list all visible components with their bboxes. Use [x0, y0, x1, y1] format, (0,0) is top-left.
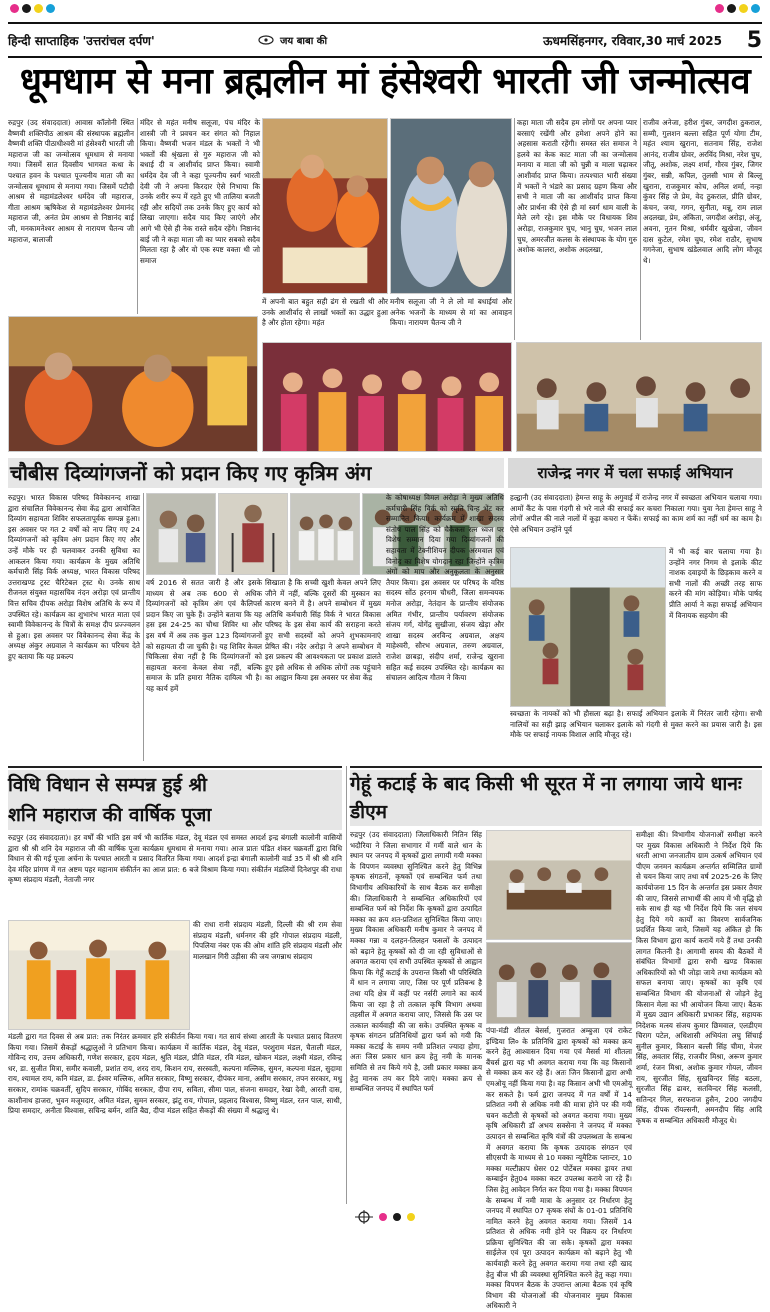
photo-dm-meeting: [486, 830, 632, 940]
photo-devotees-crowd: [262, 342, 512, 452]
story1-column-3: में अपनी बात बहुत सही ढंग से रखती थी और उनके आशीर्वाद से लाखों भक्तों का उद्धार हुआ है और होता रहेगा। महंत: [262, 297, 388, 328]
photo-beneficiaries-seated: [290, 493, 360, 575]
photo-walking-aid: [218, 493, 288, 575]
photo-kirtan-performers: [8, 920, 190, 1030]
photo-saint-cake-cutting: [262, 118, 388, 294]
story2-headline: चौबीस दिव्यांगजनों को प्रदान किए गए कृत्रिम अंग: [8, 458, 504, 488]
story4-tail: मंडली द्वारा गत दिवस से अब प्रात: तक निरंतर क्रमवार हरि संकीर्तन किया गया। गत सायं संध्या आरती के पश्चात प्रसाद वितरण किया गया। जिसमें सैकड़ों श्रद्धालुओं ने प्रतिभाग किया। कार्यक्रम में कार्तिक मंडल, देबू मंडल, परशुराम मंडल, चैताली मंडल, गोविन्द राय, उत्तम अधिकारी, गणेश सरकार, हृदय मंडल, श्रुति मंडल, प्रीति मंडल, रवि मंडल, खोकन मंडल, लक्ष्मी मंडल, रविन्द्र धर, डा. सुजीत मित्रा, समीर कवाली, प्रशांत राय, शरद राय, किशन राय, सरस्वती, कल्पना मल्लिक, सुमन, कल्पना मंडल, सुदामा राय, श्यामल राय, कनि मंडल, डा. ईश्वर मल्लिक, अमित सरकार, विष्णु सरकार, दीपंकर माना, असीम सरकार, तपन सरकार, मधु सरकार, रामांक चक्रवर्ती, सुदिप सरकार, गोबिंद सरकार, दीपा राय, सविता, सीमा पाल, संजना समदार, रेखा देवी, आरती दास, काशीनाथ हाजरा, भुवन मजूमदार, अमित मंडल, सुमन सरकार, झंटू राय, गोपाल, प्रहलाद विश्वास, विष्णु मंडल, रतन पाल, साथी, प्रिया समदार, अनीता विश्वास, सचिन्द्र बर्मन, शांति बैद्य, दीपा मंडल सहित सैकड़ों की संख्या में श्रद्धालु थे।: [8, 1032, 342, 1116]
story1-column-4: मनीष सलूजा जी ने ले लो मां बधाईयां और अनेक भजनों के माध्यम से मां का आवाहन किया। नारायण चैतन्य जी ने: [390, 297, 512, 328]
story1-column-5: कहा माता जी सदैव हम लोगों पर अपना प्यार बरसाएं रखेंगी और हमेशा अपने होने का अहसास कराती रहेंगी। समस्त संत समाज ने हलवे का केक काट माता जी का जन्मोत्सव मनाया व माता जी को चुन्नी व माला चढ़ाकर आशीर्वाद प्राप्त किया। तत्पश्चात भारी संख्या में भक्तों ने भंडारे का प्रसाद ग्रहण किया और सभी ने माता जी का आशीर्वाद प्राप्त किया और प्रार्थना की ऐसे ही मां स्वर्ग धाम वाली के मेले लगे रहे। इस मौके पर विधायक शिव अरोड़ा, राजकुमार चुघ, भानु चुघ, भजन लाल चुघ, अमरजीत कलस के संस्थापक के योग गुरु अशोक कालरा, अशोक अदलखा,: [517, 118, 637, 255]
story1-column-1: रुद्रपुर (उद संवाददाता) आवास कॉलोनी स्थित वैष्णवी शक्तिपीठ आश्रम की संस्थापक ब्रह्मलीन वैष्णवी शक्ति पीठाधीश्वरी मां हंसेश्वरी भारती जी महाराज जी का जन्मोत्सव धूमधाम से मनाया गया। जिसमें सात दिवसीय भागवत कथा के पश्चात हवन के पश्चात पूज्यनीय माता जी का जन्मोत्सव धूमधाम से मनाया गया। जिसमें पटौदी आश्रम से महामंडलेश्वर धर्मदेव जी महाराज, गीता आश्रम ऋषिकेश से महामंडलेश्वर प्रेमानंद महाराज जी, अनंत प्रेम आश्रम से निष्ठानंद बाई जी, मनकामनेश्वर आश्रम से नारायण चैतन्य जी महाराज, बालाजी: [8, 118, 134, 244]
story5-column-4: समीक्षा की। विभागीय योजनाओं समीक्षा करने पर मुख्य विकास अधिकारी ने निर्देश दिये कि धरती आभा जनजातीय ग्राम उत्कर्ष अभियान एवं पीएम जनमन कार्यक्रम अन्तर्गत सम्मिलित ग्रामों से चयन किया जाए तथा वर्ष 2025-26 के लिए कार्ययोजना 15 दिन के अन्तर्गत इस प्रकार तैयार की जाए, जिससे लाभार्थी की आय में भी वृद्धि हो सके साथ ही यह भी निर्देश दिये कि जल संचय हेतु दिये गये कार्यों का विवरण सार्वजनिक प्रदर्शित किया जाये, जिसमें यह अंकित हो कि किस विभाग द्वारा कार्य करायें गये हैं तथा उनकी लागत कितनी है। आगामी समय की बैठकों में संबंधित विभागों द्वारा सभी खण्ड विकास अधिकारियों को भी जोड़ा जाये तथा कार्यक्रम को सफल बनाया जाए। कृषकों का कृषि एवं सम्बन्धित विभाग की योजनाओं से जोड़ने हेतु किसान मेला का भी आयोजन किया जाए। बैठक में मुख्य उद्यान अधिकारी प्रभाकर सिंह, सहायक निदेशक मत्स्य संजय कुमार छिमवाल, एलडीएम चिराग पटेल, अधिशासी अभियंता लघु सिंचाई सुनील कुमार, किसान बल्ली सिंह चीमा, मेजर सिंह, अवतार सिंह, राजवीर मिश्रा, अरूण कुमार शर्मा, रंजन मिश्रा, अशोक कुमार गोयल, जीवन राय, सुरजीत सिंह, सुखविन्दर सिंह बठला, सुरजीत सिंह ढावर, सतविन्दर सिंह कलसी, सतिन्दर गिल, सरफराज हुसैन, 200 जगदीप सिंह, दीपक रॉयल्सनी, अमनदीप सिंह आदि कृषक व सम्बन्धित अधिकारी मौजूद थे।: [636, 830, 762, 1126]
photo-farmers-meeting: [486, 942, 632, 1024]
story2-column-3: सिखाता है कि सच्ची खुशी केवल अपने लिए जीने में नहीं, बल्कि दूसरों की मुस्कान का कारण बनने में है। अपने सम्बोधन में मुख्य अतिथि कर्मचारी सिंह विर्क ने भारत विकास परिषद के इस सेवा कार्य की सराहना करते हुए सभी सदस्यों को अपने शुभकामनाएं प्रेषित की। नंदेर अरोड़ा ने अपने सम्बोधन में इस प्रकल्प की आवश्यकता पर प्रकाश डालते हुए इसे अधिक से अधिक लोगों तक पहुंचाने का आह्वान किया इस अवसर पर सेवा केंद्र: [265, 578, 381, 683]
story5-caption-column: पंपा-मंडी शीतल बेसर्स, गुजरात अम्बुजा एवं राकेट इण्डिया लि० के प्रतिनिधि द्वारा कृषकों को मक्का क्रय करने हेतु आश्वासन दिया गया एवं मैसर्स मां शीतला बैंचर्स द्वारा यह भी अवगत कराया गया कि वह किसानों से मक्का क्रय कर रहे हैं। अतः जिन किसानों द्वारा अभी एमओयू नहीं किया गया है। वह किसान अभी भी एमओयू कर सकते है। फर्म द्वारा जनपद में गत वर्षों में 14 प्रतिशत नमी से अधिक नमी की मात्रा होने पर की गयी चवन कटौती से कृषकों को अवगत कराया गया। मुख्य कृषि अधिकारी डॉ अभय सक्सेना ने जनपद में मक्का उत्पादन से सम्बन्धित कृषि यंत्रों की उपलब्धता के सम्बन्ध में अवगत कराया कि कृषक उत्पादक संगठन एवं सीएसपी के माध्यम से 10 मक्का न्यूमैटिक प्लान्टर, 10 मक्का मल्टीक्राप थ्रेसर 02 पोर्टेबल मक्का ड्रायर तथा कम्बाईन हेतु04 मक्का कटर उपलब्ध कराये जा रहे हैं। जिस हेतु आवेदन निर्गत कर दिया गया है। मक्का विपणन के सम्बन्ध में नमी मात्रा के अनुसार दर निर्धारण हेतु जनपद में स्थापित 07 कृषक संघों के 01-01 प्रतिनिधि नामित करने हेतु अवगत कराया गया। जिसमें 14 प्रतिशत से अधिक नमी होने पर विक्रय दर निर्धारण प्रक्रिया सुनिश्चित की जा सके। कृषकों द्वारा मक्का साईलेज एवं पूरा उत्पादन कार्यक्रम को बढ़ाने हेतु भी कार्यवाही करने हेतु अवगत कराया गया तथा रही खाद हेतु बीज भी क्री व्यवस्था सुनिश्चित करने हेतु कहा गया। मक्का विपणन बैठक के उपरान्त आत्मा बैठक एवं कृषि विभाग की योजनाओं की योजनावार मुख्य विकास अधिकारी ने: [486, 1026, 632, 1311]
masthead: [8, 26, 762, 54]
top-rule: [8, 22, 762, 24]
photo-bhandara-feast: [516, 342, 762, 452]
color-dots-left: [10, 4, 55, 14]
color-dot: [407, 1213, 415, 1221]
photo-drain-cleaning: [510, 547, 666, 707]
color-dot: [715, 4, 724, 13]
color-dots-right: [715, 4, 760, 14]
story1-column-6: राजीव अनेजा, हरीश गुंबर, जगदीश ठुकराल, सम्मी, गुलशन बल्ला सहित पूर्ण योगा टीम, महंत श्याम खुराना, सतनाम सिंह, राजेश आनंद, राजीव ग्रोवर, अरविंद मिश्रा, नरेश चुघ, जीतू, अशोक, लक्ष्य शर्मा, गौरव गुंबर, जिगर गुंबर, सन्नी, कपिल, तुलसी भाम से बिल्लू खुराना, राजकुमार कोच, अनिल शर्मा, नन्हा कुंवर सिंह जे प्रेम, वेद ठुकराल, प्रीति ग्रोवर, कंचन, जया, गगन, सुनीता, मन्नू, राम लाल अदलखा, प्रेम, अंकिता, जगदीश अरोड़ा, अंजू, अवना, नूतन मिश्रा, धर्मवीर खुखेजा, जीवन दास कुटेल, रमेश चुघ, रमेश राठौर, सुभाष गगनेजा, सुभाष खंडेलवाल आदि लोग मौजूद थे।: [643, 118, 762, 265]
story4-headline-line2: शनि महाराज की वार्षिक पूजा: [8, 800, 342, 830]
column-divider: [143, 493, 144, 761]
masthead-rule: [8, 56, 762, 58]
story4-narrow-column: की राधा रानी संप्रदाय मंडली, दिल्ली की श्री राम सेवा संप्रदाय मंडली, धर्मनगर की हरि गोपाल संप्रदाय मंडली, पिपलिया नंबर एक की ओम शांति हरि संप्रदाय मंडली और मालखान गिरी उड़ीसा की जय जगन्नाथ संप्रदाय: [193, 920, 342, 961]
photo-saints-on-stage: [8, 316, 258, 452]
column-divider: [514, 118, 515, 340]
story4-lead: रुद्रपुर (उद संवाददाता)। हर वर्षों की भांति इस वर्ष भी कार्तिक मंडल, देवू मंडल एवं समस्त आदर्श इन्द्र बंगाली कालोनी वासियों द्वारा श्री श्री शनि देव महाराज जी की वार्षिक पूजा कार्यक्रम धूमधाम से मनाया गया। आज प्रातः पंडित शंकर चक्रवर्ती द्वारा विधि विधान से की गई पूजा अर्चना के पश्चात आरती व प्रसाद वितरित किया गया। आदर्श इन्द्रा बंगाली कालोनी वार्ड 35 में श्री श्री शनि देव मंदिर प्रांगण में गत अष्टम पहर महानाम संकीर्तन का आज प्रात: 6 बजे विश्राम किया गया। संकीर्तन मंडलियों दिनेशपुर की राधा कृष्ण संप्रदाय मंडली, नेताजी नगर: [8, 833, 342, 885]
section-rule: [350, 766, 762, 768]
story3-headline: राजेन्द्र नगर में चला सफाई अभियान: [508, 458, 762, 488]
story1-column-2: मंदिर से महंत मनीष सलूजा, पंच मंदिर के शास्त्री जी ने प्रवचन कर संगत को निहाल किया। वैष्णवी भजन मंडल के भक्तों ने भी भक्तों की श्रृंखला से गुरु महाराज जी को बधाई दी व आशीर्वाद प्राप्त किया। स्वामी धर्मदेव देव जी ने कहा पूज्यनीय स्वर्ग भारती देवी जी ने अपना किरदार ऐसे निभाया कि उनके शरीर रूप में रहते हुए भी तालिया बजती रही और सदियों तक उनके किए हुए कार्य को लिखा जाएगा। सदैव याद किए जाएंगे और आगे भी ऐसे ही नेक रास्ते सदैव रहेंगे। निष्ठानंद बाई जी ने कहा माता जी का प्यार सबको सदैव मिलता रहा है और वो एक स्पष्ट वक्ता थी जो समाज: [140, 118, 260, 265]
story2-column-4: के कोषाध्यक्ष विमल अरोड़ा ने मुख्य अतिथि कर्मचारी सिंह विर्क को स्मृति चिन्ह भेंट कर सम्मानित किया। कार्यक्रम में शाखा सदस्य संतोष पाल सिंह को चैकेकस रत्न ध्वज पर विशेष सम्मान दिया गया दिव्यांगजनों की सहायता में टेक्नीशियन दीपक अरमवाल एवं विनोद का विशेष योगदान रहा जिन्होंने कृत्रिम अंगों को माप और अनुकूलता के अनुसार तैयार किया। इस अवसर पर परिषद के वरिष्ठ सदस्य सोंठ हरनाम चौधरी, जिला समन्वयक मनोज अरोड़ा, नेतंदान के प्रान्तीय संयोजक अमित गंभीर, प्रान्तीय पर्यावरण संयोजक संजय गर्ग, योगेंद्र सुखीजा, संजय खेड़ा और शाखा सदस्य अरविन्द अग्रवाल, अक्षय माहेश्वरी, सौरभ अग्रवाल, तरुण अग्रवाल, राजेश छाबड़ा, संदीप शर्मा, राजेन्द्र खुराना सहित कई सदस्य उपस्थित रहे। कार्यक्रम का संचालन आदित्य गौतम ने किया: [386, 493, 504, 683]
story5-column-1: रुद्रपुर (उद संवाददाता) जिलाधिकारी नितिन सिंह भदौरिया ने जिला सभागार में गर्मी वाले धान के स्थान पर जनपद में कृषकों द्वारा लगायी गयी मक्का के विपणन व्यवस्था सुनिश्चित करने हेतु विभिन्न कृषक संगठनों, कृषकों एवं सम्बन्धित फर्म तथा विभागीय अधिकारियों के साथ बैठक कर समीक्षा की। जिलाधिकारी ने सम्बन्धित अधिकारियों एवं सम्बन्धित फर्म को निर्देश कि कृषकों द्वारा उत्पादित मक्का का क्रय शत-प्रतिशत सुनिश्चित किया जाए। मुख्य विकास अधिकारी मनीष कुमार ने जनपद में मक्का गन्ना व दलहन-तिलहन फसलों के उत्पादन को बढ़ाने हेतु कृषकों को दी जा रही सुविधाओं से अवगत कराया एवं सभी उपस्थित कृषकों से आह्वान किया कि गेहूँ कटाई के उपरान्त किसी भी परिस्थिति में धान न लगाया जाए, जिस पर पूर्ण प्रतिबन्ध है तथा यदि क्षेत्र में कहीं पर नर्सरी लगाने का कार्य किया जा रहा है तो तत्काल कृषि विभाग अथवा तहसील में अवगत कराया जाए, जिससे कि उस पर तत्काल कार्यवाही की जा सके। उपस्थित कृषक व कृषक संगठन प्रतिनिधियों द्वारा फर्म को गयी कि मक्का कटाई के समय नमी प्रतिशत ज्यादा होगा, अतः जिस प्रकार धान क्रय हेतु नमी के मानक समिति से तय किये गये है, उसी प्रकार मक्का क्रय हेतु मानक तय कर दिये जाएं। मक्का क्रय से सम्बन्धित जनपद में स्थापित फर्म: [350, 830, 482, 1094]
story5-headline: गेहूं कटाई के बाद किसी भी सूरत में ना लगाया जाये धानः डीएम: [350, 770, 762, 826]
photo-prosthetic-fitting: [146, 493, 216, 575]
color-dot: [22, 4, 31, 13]
story2-column-2: वर्ष 2016 से सतत जारी है और इसके माध्यम से अब तक 600 से अधिक दिव्यांगजनों को कृत्रिम अंग एवं कैलिपर्स प्रदान किए जा चुके हैं। उन्होंने बताया कि यह हस इस 24-25 का चौथा शिविर था और इस वर्ष में अब तक कुल 123 दिव्यांगजनों को सहायता दी जा चुकी है। यह शिविर केवल चिकित्सा सेवा नहीं है कि दिव्यांगजनों को सहायता करना केवल सेवा नहीं, बल्कि समाज के प्रति हमारा नैतिक दायित्व भी है। यह कार्य हमें: [146, 578, 262, 693]
story1-headline: धूमधाम से मना ब्रह्मलीन मां हंसेश्वरी भारती जी जन्मोत्सव: [19, 61, 751, 102]
om-emblem-icon: [258, 35, 274, 45]
story3-column-right: में भी कई बार चलाया गया है। उन्होंने नगर निगम से इलाके कीट नाशक दवाइयों के छिड़काव करने व सभी नालों की अच्छी तरह साफ करने की मांग कोड़िया। मौके पार्षद प्रीति आर्या ने कहा सफाई अभियान में विनायक सहयोग की: [669, 547, 762, 620]
color-dot: [10, 4, 19, 13]
column-divider: [640, 118, 641, 340]
color-dot: [739, 4, 748, 13]
page-number: 5: [746, 27, 762, 53]
registration-mark-icon: [355, 1210, 373, 1224]
photo-honouring-ceremony: [390, 118, 512, 294]
story3-tail: स्वच्छता के नायकों को भी हौसला बढ़ा है। सफाई अभियान इलाके में निरंतर जारी रहेगा। सभी नालियों का सही झाड़ अभियान चलाकर इलाके को गंदगी से मुक्त करने का प्रयास जारी है। इस मौके पर सफाई नायक विशाल आदि मौजूद रहे।: [510, 709, 762, 740]
column-divider: [346, 766, 347, 1204]
color-dot: [34, 4, 43, 13]
slogan: [258, 33, 408, 47]
color-dot: [46, 4, 55, 13]
column-divider: [137, 118, 138, 314]
publication-name: हिन्दी साप्ताहिक 'उत्तरांचल दर्पण': [8, 33, 155, 48]
color-dot: [379, 1213, 387, 1221]
section-rule: [8, 766, 342, 768]
story3-lead: हल्द्वानी (उद संवाददाता) हेमन्त साहू के अगुवाई में राजेन्द्र नगर में स्वच्छता अभियान चलाया गया। आमों कैंट के पास गंदगी से भरे नाले की सफाई कर कचरा निकाला गया। युवा नेता हेमन्त साहू ने लोगों अपील की नाले नालों में कूड़ा कचरा न फेंकें। सफाई का काम शर्म का नहीं धर्म का काम है। ऐसे अभियान उन्होंने पूर्व: [510, 493, 762, 534]
color-dot: [751, 4, 760, 13]
story2-column-1: रुद्रपुर। भारत विकास परिषद विवेकानन्द शाखा द्वारा संचालित विवेकानन्द सेवा केंद्र द्वारा आयोजित दिव्यांग सहायता शिविर सफलतापूर्वक सम्पन्न हुआ। इस अवसर पर गत 2 वर्षों को नाप लिए गए 24 दिव्यांगजनों को कृत्रिम अंग प्रदान किए गए और उन्हें मौके पर ही चलवाकर उनकी सुविधा का आकलन किया गया। कार्यक्रम के मुख्य अतिथि कर्मचारी सिंह विर्क अध्यक्ष, भारत विकास परिषद उत्तराखण्ड ट्रस्ट चैरिटेबल ट्रस्ट थे। उनके साथ रीजनल संयुक्त महासचिव नंदन अरोड़ा एवं प्रान्तीय वित्त सचिव दीपक अरोड़ा विशेष अतिथि के रूप में उपस्थित रहे। कार्यक्रम का शुभारंभ भारत माता एवं स्वामी विवेकानन्द के चित्रों के समक्ष दीप प्रज्ज्वलन से हुआ। इस अवसर पर विवेकानन्द सेवा केंद्र के अध्यक्ष अंकुर अग्रवाल ने कार्यक्रम का परिचय देते हुए बताया कि यह प्रकल्प: [8, 493, 140, 661]
color-dot: [727, 4, 736, 13]
place-date: ऊधमसिंहनगर, रविवार,30 मार्च 2025: [543, 33, 722, 48]
footer-registration: [0, 1208, 770, 1226]
color-dot: [393, 1213, 401, 1221]
story4-headline-line1: विधि विधान से सम्पन्न हुई श्री: [8, 770, 342, 800]
slogan-text: जय बाबा की: [280, 36, 328, 47]
